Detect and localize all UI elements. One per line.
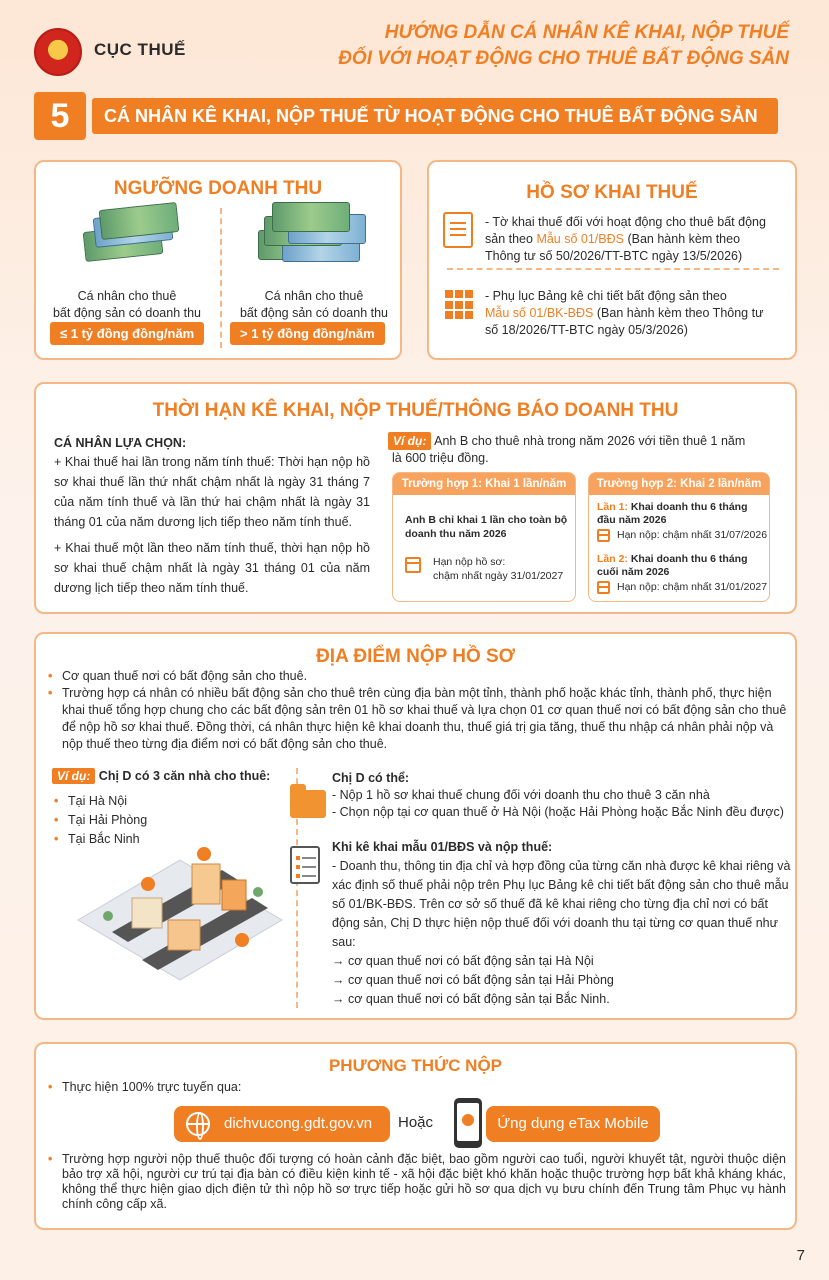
place-item: • Tại Bắc Ninh — [52, 830, 147, 849]
section-header — [34, 92, 778, 140]
form-01-bk-bds-link: Mẫu số 01/BK-BĐS — [485, 306, 594, 320]
calendar-icon — [405, 557, 421, 573]
location-title: ĐỊA ĐIỂM NỘP HỒ SƠ — [316, 646, 515, 667]
folder-icon — [290, 790, 326, 818]
case-1-title: Trường hợp 1: Khai 1 lần/năm — [393, 473, 575, 495]
location-bullet-2: • Trường hợp cá nhân có nhiều bất động sản cho thuê trên cùng địa bàn một tỉnh, thành phố hoặc khác tỉnh, thành phố, thực hiện khai thuế tổng hợp chung cho các bất động sản trên 01 hồ sơ khai thuế và lựa chọn 01 cơ quan thuế nơi có bất động sản cho thuê để nộp hồ sơ khai thuế. Đồng thời, cá nhân thực hiện kê khai doanh thu, thuế giá trị gia tăng, thuế thu nhập cá nhân phải nộp và nộp thuế theo từng địa điểm nơi có bất động sản cho thuê. — [46, 685, 792, 753]
method-title: PHƯƠNG THỨC NỘP — [328, 1056, 503, 1075]
example-tag: Ví dụ: — [388, 432, 431, 450]
form-01-bds-link: Mẫu số 01/BĐS — [536, 232, 624, 246]
case-2-title: Trường hợp 2: Khai 2 lần/năm — [589, 473, 769, 495]
money-stack-small-icon — [84, 206, 180, 264]
globe-icon — [186, 1112, 210, 1136]
section-number: 5 — [34, 92, 86, 140]
threshold-right-pill: > 1 tỷ đồng đồng/năm — [230, 322, 385, 345]
brand-name: CỤC THUẾ — [94, 40, 186, 59]
when-block: Khi kê khai mẫu 01/BĐS và nộp thuế: - Doanh thu, thông tin địa chỉ và hợp đồng của từng căn nhà được kê khai riêng và xác định số thuế phải nộp trên Phụ lục Bảng kê chi tiết bất động sản cho thuê mẫu số 01/BK-BĐS. Trên cơ sở số thuế đã kê khai riêng cho từng địa chỉ nơi có bất động sản, Chị D thực hiện nộp thuế đối với doanh thu tại từng cơ quan thuế như sau: → cơ quan thuế nơi có bất động sản tại Hà Nội → cơ quan thuế nơi có bất động sản tại Hải Phòng → cơ quan thuế nơi có bất động sản tại Bắc Ninh. — [332, 840, 791, 1006]
location-card — [34, 632, 797, 1020]
deadline-choices: CÁ NHÂN LỰA CHỌN: + Khai thuế hai lần trong năm tính thuế: Thời hạn nộp hồ sơ khai thuế lần thứ nhất chậm nhất là ngày 31 tháng 7 của năm tính thuế và lần thứ hai chậm nhất là ngày 31 tháng 01 của năm dương lịch tiếp theo năm tính thuế. + Khai thuế một lần theo năm tính thuế, thời hạn nộp hồ sơ khai thuế chậm nhất là ngày 31 tháng 01 của năm dương lịch tiếp theo năm tính thuế. — [54, 436, 370, 595]
location-bullet-1: • Cơ quan thuế nơi có bất động sản cho thuê. — [46, 668, 792, 685]
can-block: Chị D có thể: - Nộp 1 hồ sơ khai thuế chung đối với doanh thu cho thuê 3 căn nhà - Chọn nộp tại cơ quan thuế ở Hà Nội (hoặc Hải Phòng hoặc Bắc Ninh đều được) — [332, 771, 784, 819]
page-header — [0, 0, 829, 90]
example-tag: Ví dụ: — [52, 768, 95, 784]
page-number: 7 — [796, 1247, 805, 1264]
threshold-card — [34, 160, 402, 360]
etax-mobile-button[interactable]: Ứng dụng eTax Mobile — [486, 1106, 660, 1142]
dossier-item-2: - Phụ lục Bảng kê chi tiết bất động sản theo Mẫu số 01/BK-BĐS (Ban hành kèm theo Thông tư số 18/2026/TT-BTC ngày 05/3/2026) — [485, 289, 764, 337]
deadline-title: THỜI HẠN KÊ KHAI, NỘP THUẾ/THÔNG BÁO DOANH THU — [152, 400, 679, 421]
place-item: • Tại Hải Phòng — [52, 811, 147, 830]
location-example: Ví dụ: Chị D có 3 căn nhà cho thuê: — [52, 768, 270, 784]
phone-icon — [454, 1098, 482, 1148]
clipboard-icon — [290, 846, 320, 884]
or-label: Hoặc — [398, 1114, 434, 1131]
document-title — [338, 20, 789, 72]
method-bullet-2: • Trường hợp người nộp thuế thuộc đối tượng có hoàn cảnh đặc biệt, bao gồm người cao tuổi, người khuyết tật, người thuộc diện bảo trợ xã hội, người cư trú tại địa bàn có điều kiện kinh tế - xã hội đặc biệt khó khăn hoặc thuộc trường hợp bất khả kháng khác, không thể thực hiện giao dịch điện tử thì nộp hồ sơ trực tiếp hoặc gửi hồ sơ qua dịch vụ bưu chính đến Trung tâm Phục vụ hành chính công cấp xã. — [46, 1152, 786, 1212]
threshold-right-desc: Cá nhân cho thuê bất động sản có doanh thu — [239, 289, 389, 320]
deadline-card — [34, 382, 797, 614]
emblem-logo — [34, 28, 82, 76]
threshold-left-pill: ≤ 1 tỷ đồng đồng/năm — [50, 322, 204, 345]
document-icon — [443, 212, 473, 248]
money-stack-large-icon — [258, 204, 354, 262]
method-card — [34, 1042, 797, 1230]
deadline-example: Ví dụ: Anh B cho thuê nhà trong năm 2026 với tiền thuê 1 năm là 600 triệu đồng. — [388, 432, 788, 466]
dossier-title: HỒ SƠ KHAI THUẾ — [526, 182, 698, 203]
title-line-1: HƯỚNG DẪN CÁ NHÂN KÊ KHAI, NỘP THUẾ — [384, 22, 789, 43]
method-bullet-1: • Thực hiện 100% trực tuyến qua: — [46, 1080, 241, 1094]
divider — [447, 268, 779, 270]
threshold-left-desc: Cá nhân cho thuê bất động sản có doanh thu — [52, 289, 202, 320]
divider — [220, 208, 222, 348]
city-illustration — [72, 840, 288, 1000]
place-item: • Tại Hà Nội — [52, 792, 147, 811]
star-icon: ★ — [50, 40, 67, 60]
dossier-card — [427, 160, 797, 360]
web-portal-button[interactable]: dichvucong.gdt.gov.vn — [174, 1106, 390, 1142]
case-2-box: Trường hợp 2: Khai 2 lần/năm Lần 1: Khai doanh thu 6 tháng đầu năm 2026 Hạn nộp: chậm nhất 31/07/2026 Lần 2: Khai doanh thu 6 tháng cuối năm 2026 Hạn nộp: chậm nhất 31/01/2027 — [588, 472, 770, 602]
title-line-2: ĐỐI VỚI HOẠT ĐỘNG CHO THUÊ BẤT ĐỘNG SẢN — [338, 48, 789, 69]
calendar-icon — [597, 529, 610, 542]
case-1-box: Trường hợp 1: Khai 1 lần/năm Anh B chỉ khai 1 lần cho toàn bộ doanh thu năm 2026 Hạn nộp hồ sơ: chậm nhất ngày 31/01/2027 — [392, 472, 576, 602]
table-grid-icon — [445, 290, 475, 320]
calendar-icon — [597, 581, 610, 594]
threshold-title: NGƯỠNG DOANH THU — [113, 178, 323, 199]
section-title: CÁ NHÂN KÊ KHAI, NỘP THUẾ TỪ HOẠT ĐỘNG CHO THUÊ BẤT ĐỘNG SẢN — [92, 98, 778, 134]
dossier-item-1: - Tờ khai thuế đối với hoạt động cho thuê bất động sản theo Mẫu số 01/BĐS (Ban hành kèm theo Thông tư số 50/2026/TT-BTC ngày 13/5/2026) — [485, 215, 766, 263]
